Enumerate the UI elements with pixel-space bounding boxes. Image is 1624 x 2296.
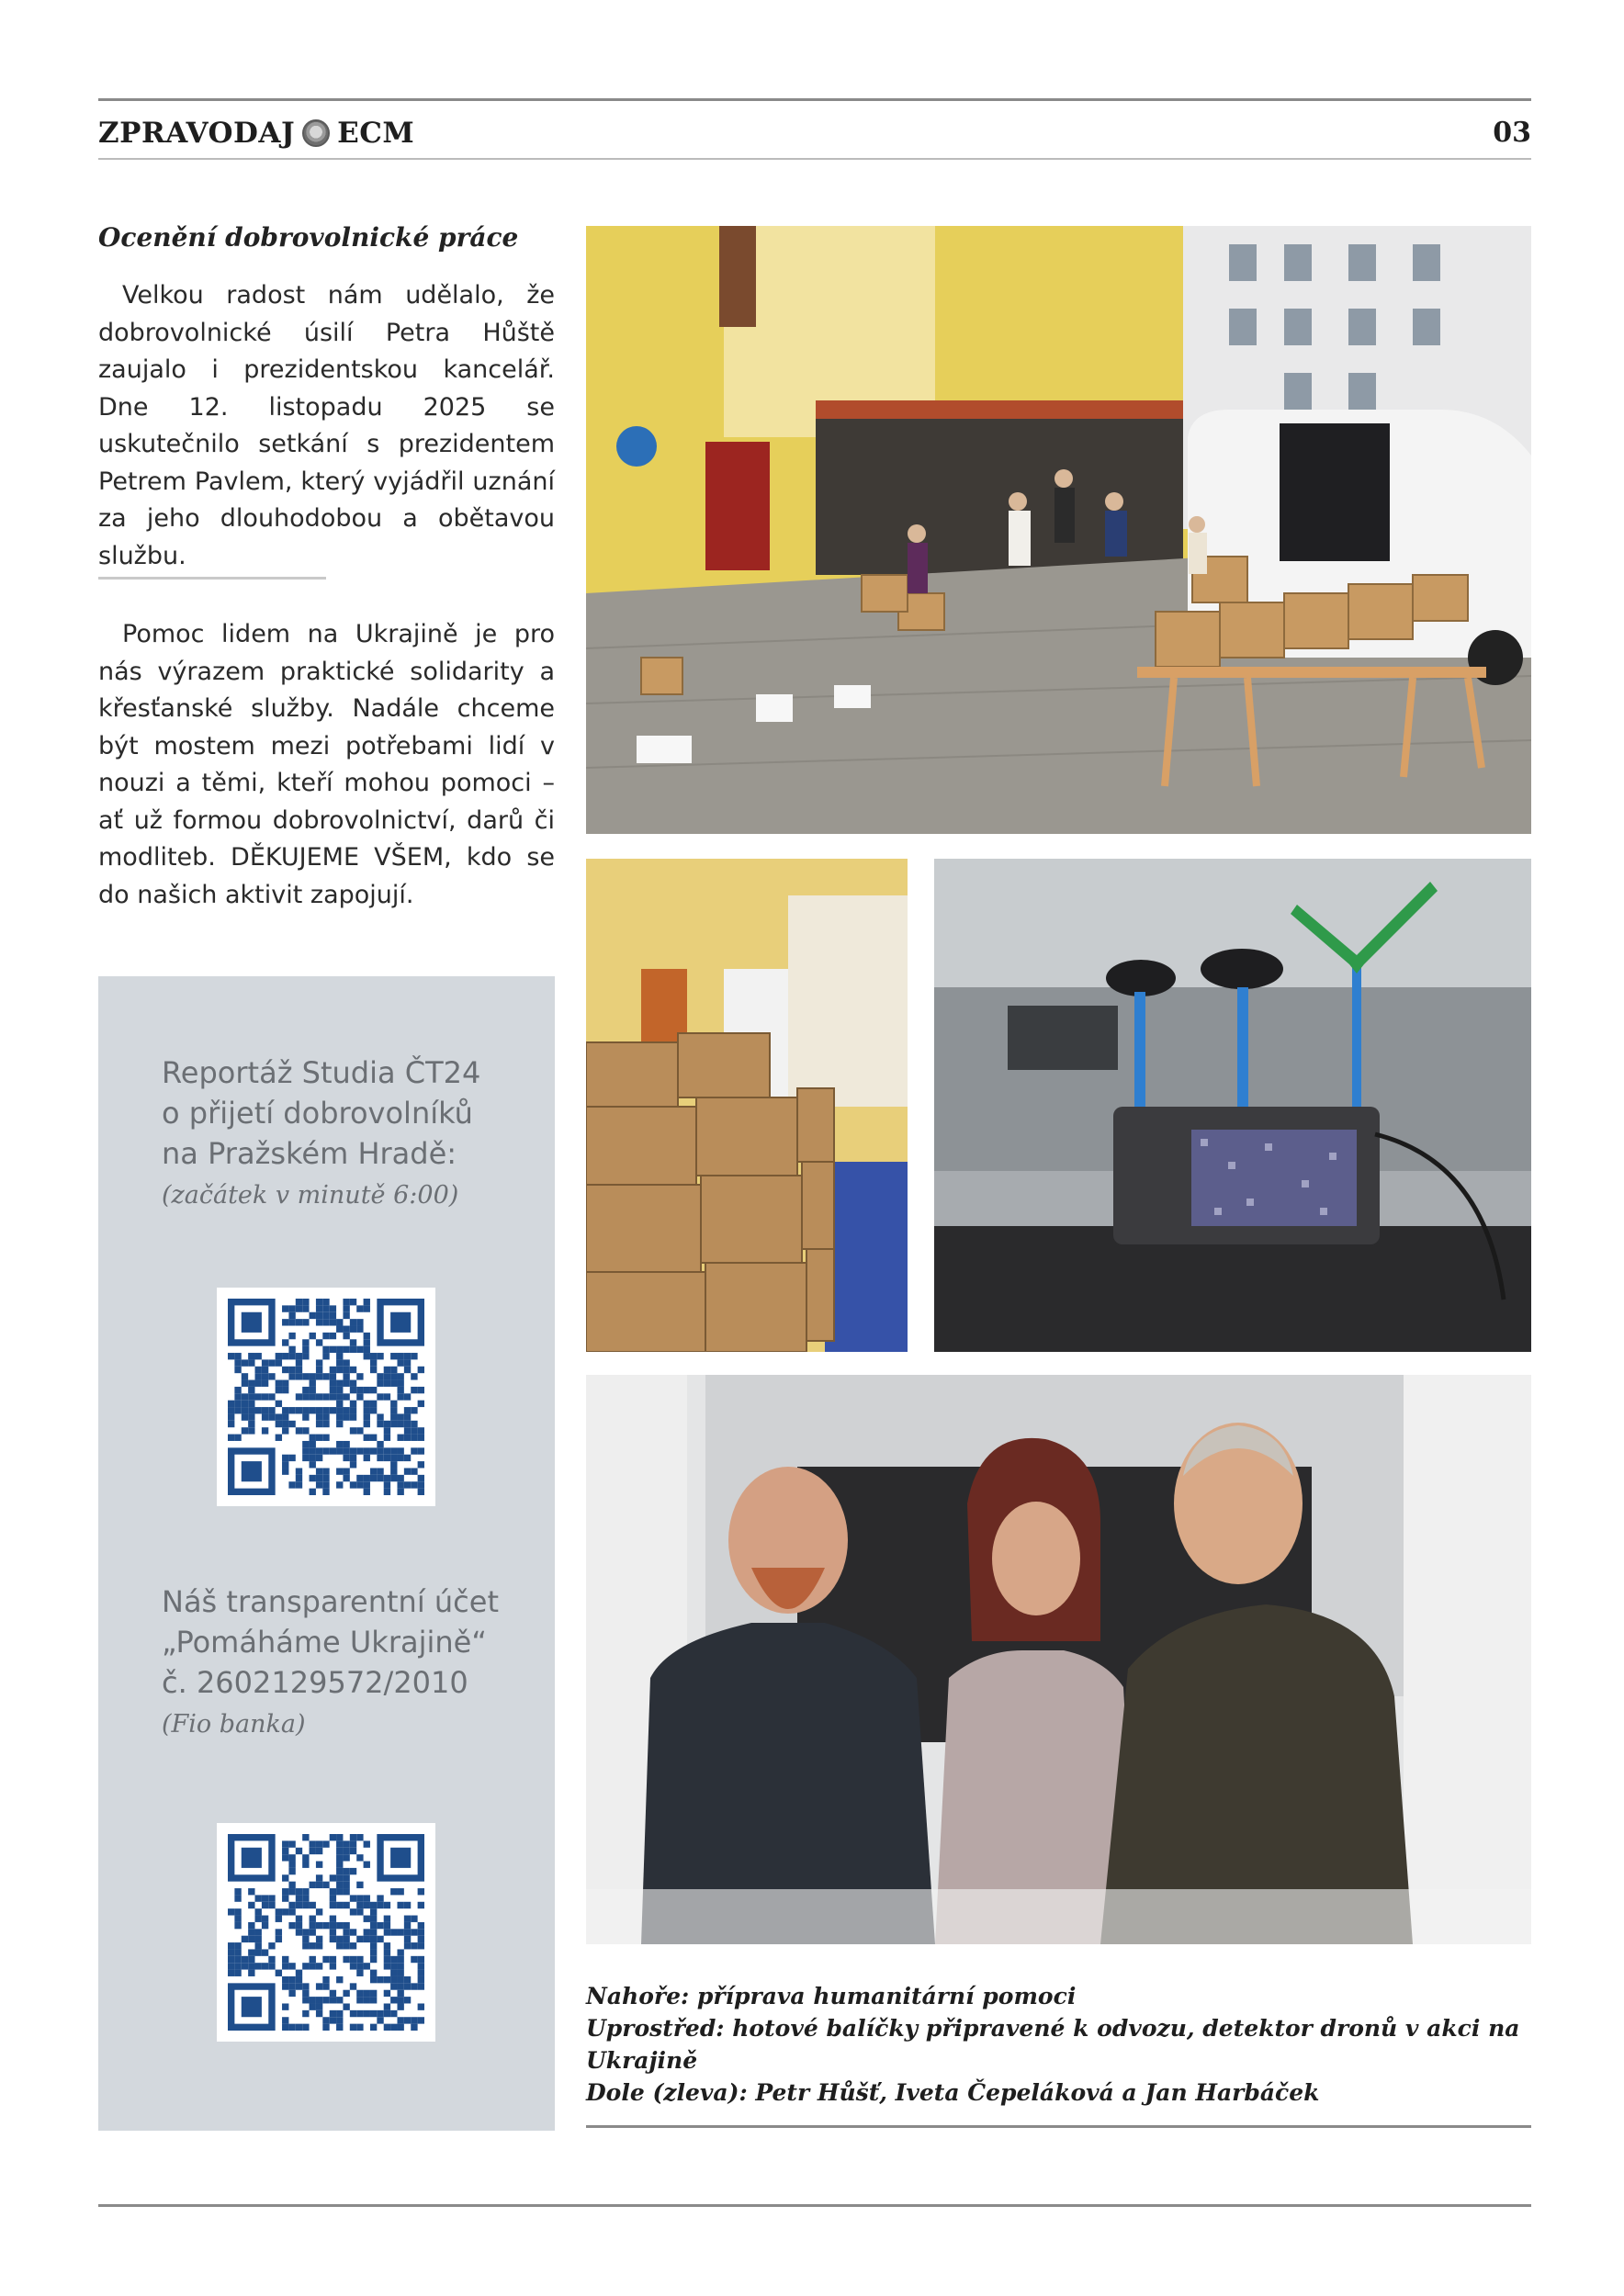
report-qr-code[interactable] [217, 1288, 435, 1506]
report-line-1: Reportáž Studia ČT24 [162, 1055, 481, 1090]
report-line-2: o přijetí dobrovolníků [162, 1096, 473, 1131]
caption-line-2: Uprostřed: hotové balíčky připravené k odvozu, detektor dronů v akci na Ukrajině [586, 2015, 1520, 2074]
qr-code-icon [228, 1299, 424, 1495]
page-number: 03 [1493, 117, 1531, 149]
drone-detector-photo [934, 859, 1531, 1352]
caption-line-3: Dole (zleva): Petr Hůšť, Iveta Čepeláková a Jan Harbáček [586, 2079, 1320, 2106]
caption-line-1: Nahoře: příprava humanitární pomoci [586, 1983, 1077, 2009]
boxes-photo [586, 859, 908, 1352]
masthead-title-right: ECM [337, 117, 415, 150]
article-paragraph-1: Velkou radost nám udělalo, že dobrovolnické úsilí Petra Hůště zaujalo i prezidentskou kancelář. Dne 12. listopadu 2025 se uskutečnilo setkání s prezidentem Petrem Pavlem, který vyjádřil uznání za jeho dlouhodobou a obětavou službu. [98, 281, 555, 570]
header-bottom-rule [98, 158, 1531, 160]
article-paragraph-2: Pomoc lidem na Ukrajině je pro nás výrazem praktické solidarity a křesťanské služby. Nadále chceme být mostem mezi potřebami lidí v nouzi a těmi, kteří mohou pomoci – ať už formou dobrovolnictví, darů či modliteb. DĚKUJEME VŠEM, kdo se do našich aktivit zapojují. [98, 620, 555, 909]
section-title: Ocenění dobrovolnické práce [98, 222, 519, 253]
caption-rule [586, 2125, 1531, 2128]
account-note: (Fio banka) [162, 1710, 306, 1739]
photo-caption [586, 1980, 1532, 2109]
account-line-1: Náš transparentní účet [162, 1584, 499, 1619]
header-top-rule [98, 98, 1531, 101]
account-heading [162, 1581, 529, 1703]
account-line-2: „Pomáháme Ukrajině“ [162, 1625, 487, 1660]
report-line-3: na Pražském Hradě: [162, 1136, 457, 1171]
report-note: (začátek v minutě 6:00) [162, 1181, 459, 1210]
seal-icon [302, 119, 330, 147]
courtyard-photo [586, 226, 1531, 834]
masthead [98, 114, 414, 152]
footer-rule [98, 2204, 1531, 2207]
account-line-3: č. 2602129572/2010 [162, 1665, 468, 1700]
qr-code-icon [228, 1834, 424, 2031]
masthead-title-left: ZPRAVODAJ [98, 117, 296, 150]
volunteers-photo [586, 1375, 1531, 1944]
report-heading [162, 1052, 529, 1174]
account-qr-code[interactable] [217, 1823, 435, 2042]
section-divider [98, 577, 326, 580]
